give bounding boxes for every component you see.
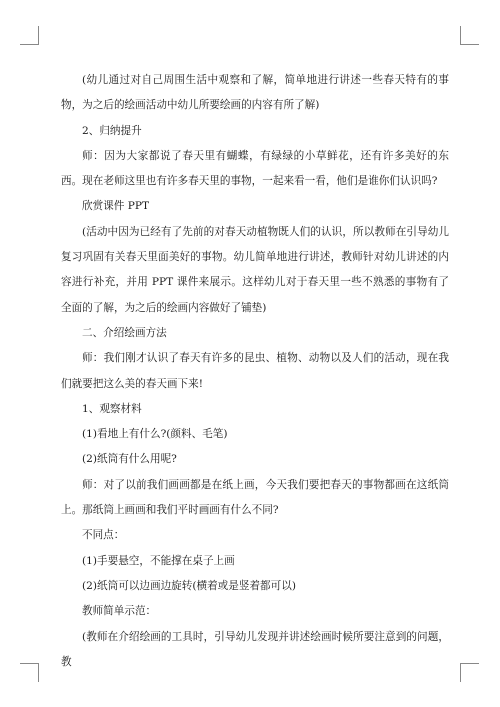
paragraph-teacher-tube: 师：对了以前我们画画都是在纸上画，今天我们要把春天的事物都画在这纸筒上。那纸筒上画画和我们平时画画有什么不同? (61, 478, 449, 517)
document-body (61, 68, 449, 675)
heading-demo: 教师简单示范： (82, 605, 157, 618)
paragraph-ppt: 欣赏课件 PPT (82, 200, 150, 213)
paragraph-teacher-note: (教师在介绍绘画的工具时，引导幼儿发现并讲述绘画时候所要注意到的问题，教 (61, 630, 449, 668)
heading-drawing-method: 二、介绍绘画方法 (82, 326, 167, 339)
list-item-tube: (2)纸筒有什么用呢? (82, 453, 177, 466)
list-item-rotate: (2)纸筒可以边画边旋转(横着或是竖着都可以) (82, 579, 296, 592)
heading-differences: 不同点： (82, 529, 125, 542)
paragraph-teacher-draw: 师：我们刚才认识了春天有许多的昆虫、植物、动物以及人们的活动，现在我们就要把这么美的春天画下来! (61, 352, 449, 390)
paragraph-intro-note: (幼儿通过对自己周围生活中观察和了解，简单地进行讲述一些春天特有的事物，为之后的绘画活动中幼儿所要绘画的内容有所了解) (61, 74, 449, 112)
heading-observe-materials: 1、观察材料 (82, 402, 142, 415)
list-item-hand: (1)手要悬空，不能撑在桌子上画 (82, 554, 235, 567)
list-item-ground: (1)看地上有什么?(颜料、毛笔) (82, 428, 228, 441)
paragraph-activity-note: (活动中因为已经有了先前的对春天动植物既人们的认识，所以教师在引导幼儿复习巩固有关春天里面美好的事物。幼儿简单地进行讲述，教师针对幼儿讲述的内容进行补充，并用 PPT 课件来展示。这样幼儿对于春天里一些不熟悉的事物有了全面的了解，为之后的绘画内容做好了铺垫) (61, 225, 449, 314)
heading-summary: 2、归纳提升 (82, 124, 142, 137)
paragraph-teacher-spring: 师：因为大家都说了春天里有蝴蝶，有绿绿的小草鲜花，还有许多美好的东西。现在老师这里也有许多春天里的事物，一起来看一看，他们是谁你们认识吗? (61, 149, 449, 188)
